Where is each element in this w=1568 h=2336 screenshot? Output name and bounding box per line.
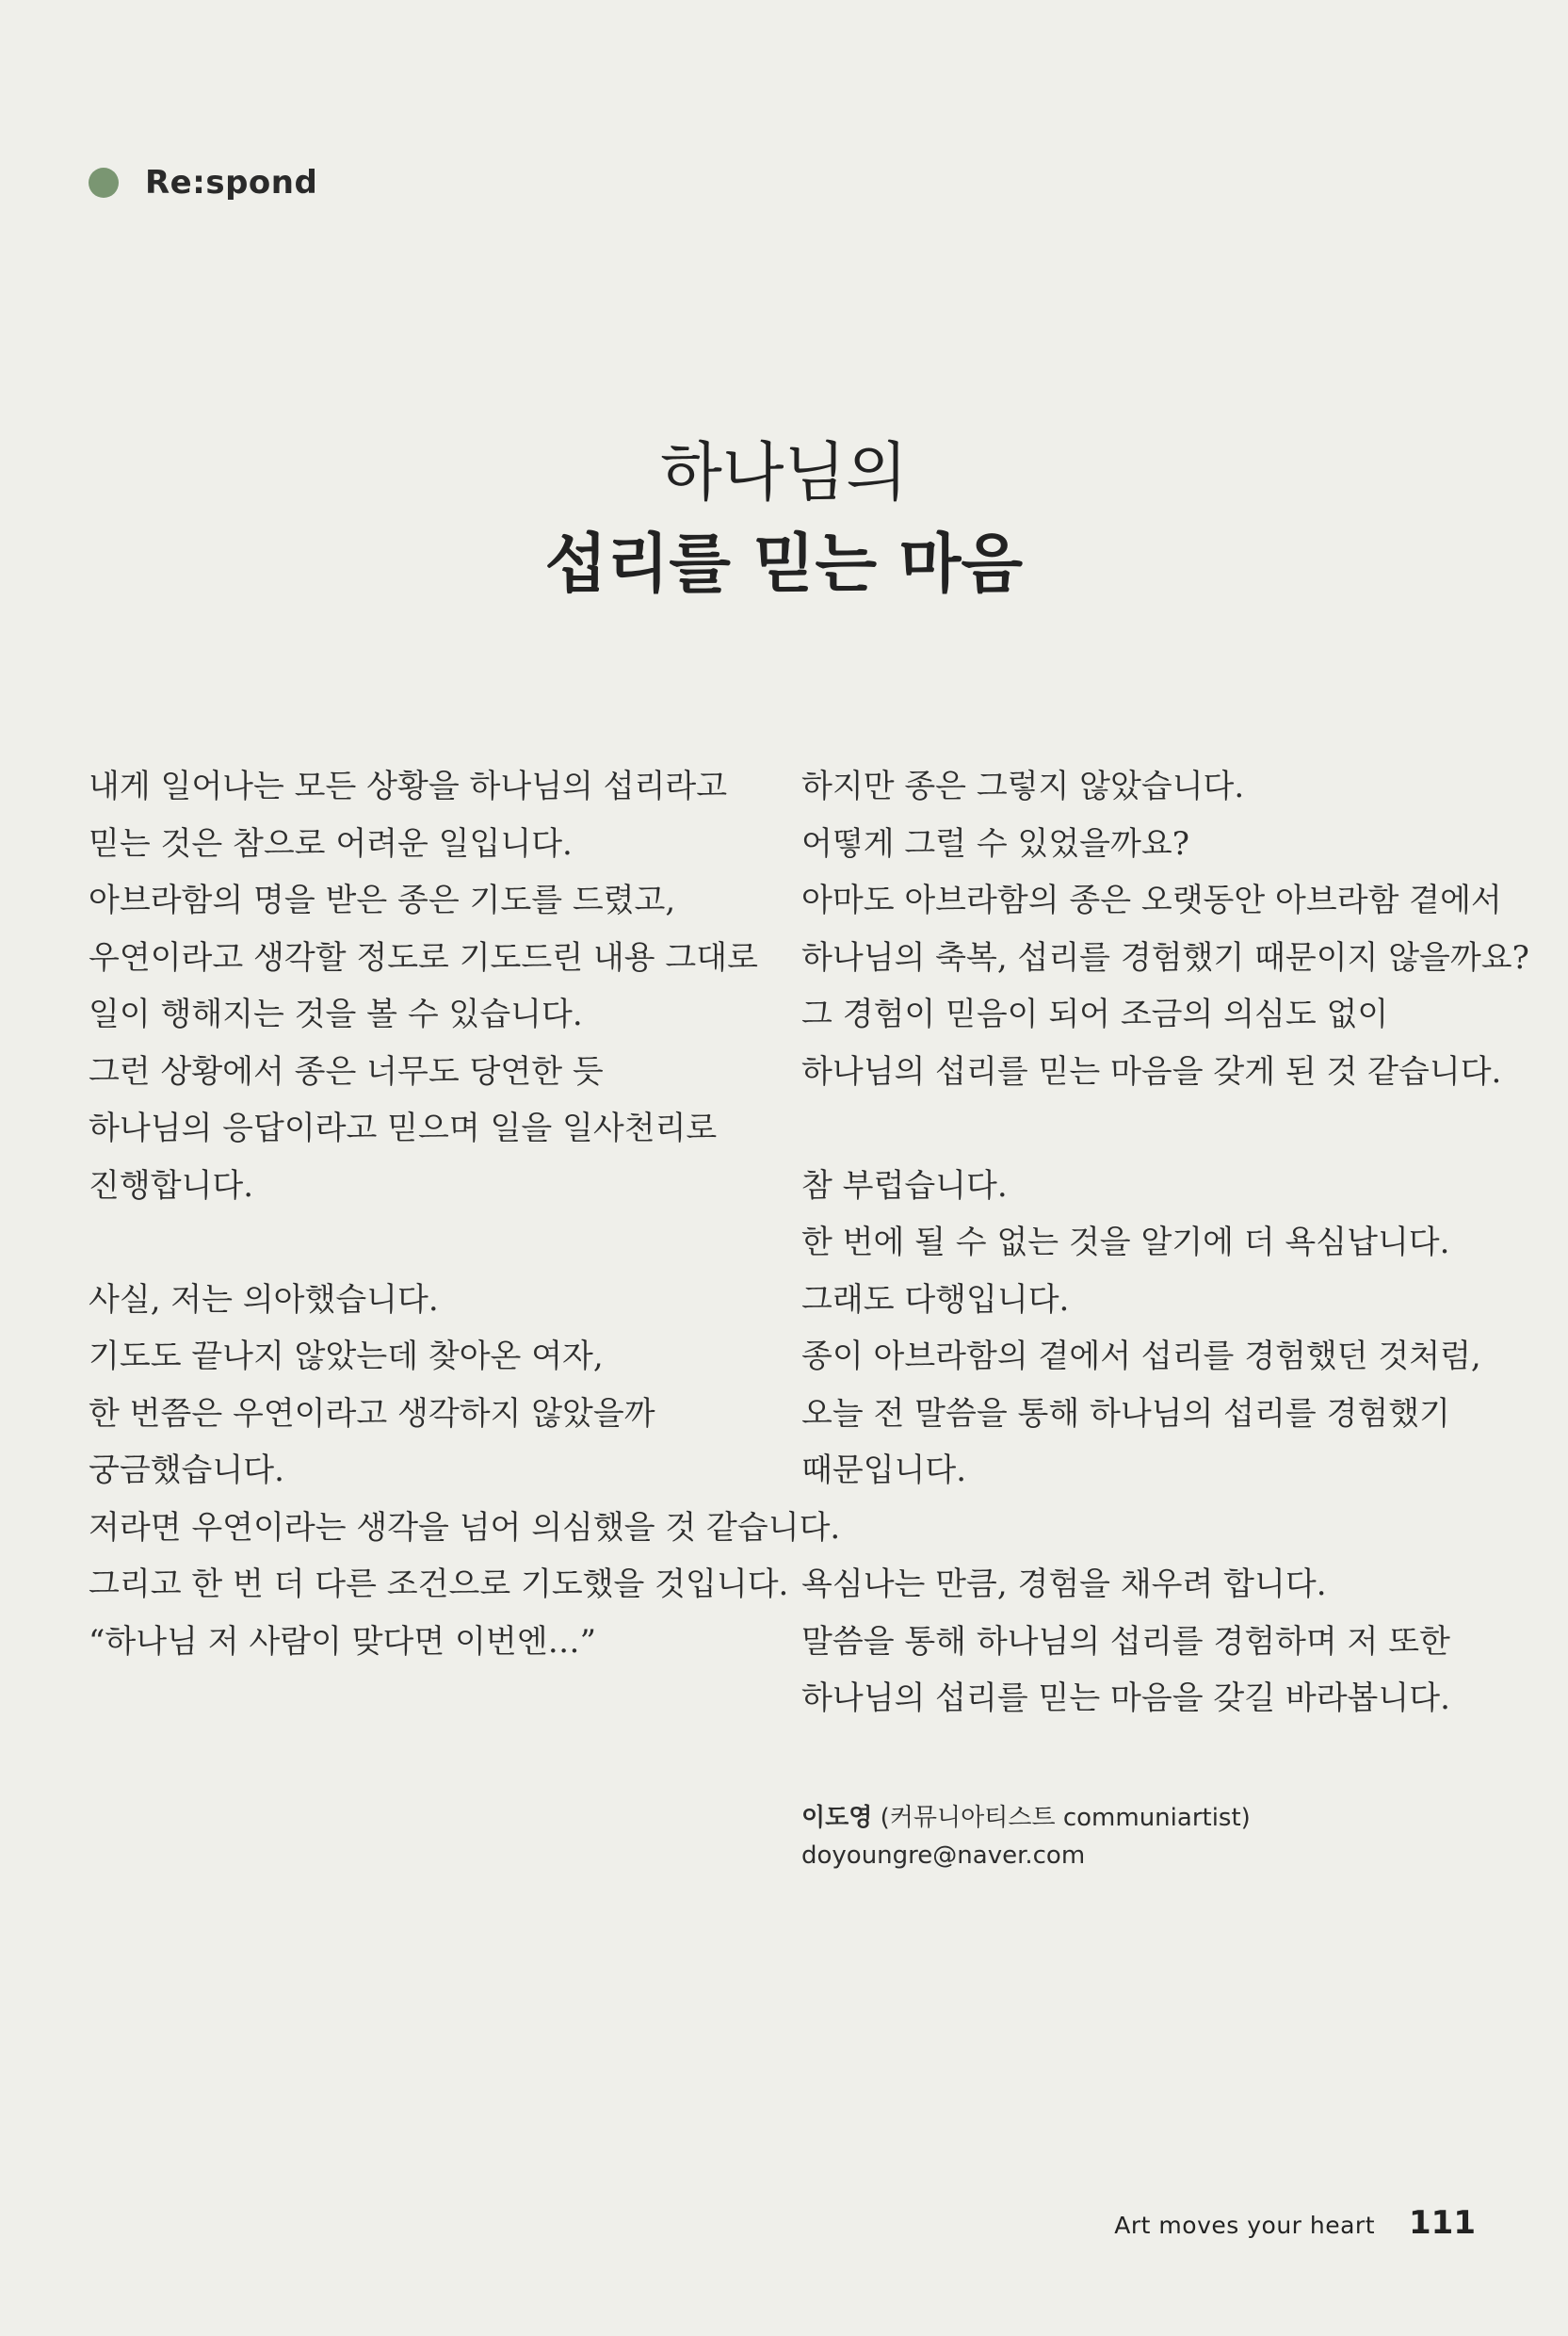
title-line-2: 섭리를 믿는 마음 [544, 527, 1024, 602]
text-line: 우연이라고 생각할 정도로 기도드린 내용 그대로 [89, 938, 758, 977]
text-line: 내게 일어나는 모든 상황을 하나님의 섭리라고 [89, 768, 728, 805]
text-line: 그 경험이 믿음이 되어 조금의 의심도 없이 [801, 996, 1389, 1033]
text-line: 한 번에 될 수 없는 것을 알기에 더 욕심납니다. [801, 1224, 1450, 1261]
text-line: 하나님의 섭리를 믿는 마음을 갖게 된 것 같습니다. [801, 1052, 1502, 1091]
text-line: 말씀을 통해 하나님의 섭리를 경험하며 저 또한 [801, 1622, 1450, 1661]
right-paragraph [801, 1158, 1479, 1500]
right-paragraph [801, 1556, 1479, 1728]
text-line: 저라면 우연이라는 생각을 넘어 의심했을 것 같습니다. [89, 1508, 841, 1547]
text-line: 진행합니다. [89, 1166, 254, 1205]
title-line-1: 하나님의 [660, 436, 908, 511]
section-tag [89, 164, 317, 202]
section-label: Re:spond [145, 164, 318, 202]
text-line: “하나님 저 사람이 맞다면 이번엔…” [89, 1622, 596, 1661]
text-line: 아마도 아브라함의 종은 오랫동안 아브라함 곁에서 [801, 882, 1502, 919]
text-line: 참 부럽습니다. [801, 1166, 1008, 1205]
page-footer [1114, 2204, 1476, 2242]
text-line: 어떻게 그럴 수 있었을까요? [801, 824, 1189, 863]
section-dot-icon [89, 168, 119, 198]
text-line: 욕심나는 만큼, 경험을 채우려 합니다. [801, 1565, 1327, 1603]
text-line: 아브라함의 명을 받은 종은 기도를 드렸고, [89, 882, 676, 919]
text-line: 하나님의 축복, 섭리를 경험했기 때문이지 않을까요? [801, 938, 1529, 977]
author-line [801, 1799, 1251, 1837]
text-line: 기도도 끝나지 않았는데 찾아온 여자, [89, 1338, 604, 1375]
text-line: 궁금했습니다. [89, 1452, 284, 1489]
text-line: 그런 상황에서 종은 너무도 당연한 듯 [89, 1052, 604, 1091]
text-line: 그리고 한 번 더 다른 조건으로 기도했을 것입니다. [89, 1565, 789, 1603]
text-line: 하나님의 응답이라고 믿으며 일을 일사천리로 [89, 1110, 718, 1147]
text-line: 때문입니다. [801, 1452, 967, 1489]
text-line: 믿는 것은 참으로 어려운 일입니다. [89, 824, 573, 863]
author-name: 이도영 [801, 1804, 873, 1832]
text-line: 하지만 종은 그렇지 않았습니다. [801, 768, 1245, 805]
right-column [801, 758, 1529, 1728]
text-line: 일이 행해지는 것을 볼 수 있습니다. [89, 996, 583, 1033]
text-line: 오늘 전 말씀을 통해 하나님의 섭리를 경험했기 [801, 1394, 1450, 1433]
text-line: 종이 아브라함의 곁에서 섭리를 경험했던 것처럼, [801, 1338, 1481, 1375]
text-line: 그래도 다행입니다. [801, 1280, 1070, 1319]
page-number: 111 [1409, 2204, 1476, 2242]
text-line: 사실, 저는 의아했습니다. [89, 1280, 439, 1319]
left-paragraph [89, 1272, 841, 1671]
left-column [89, 758, 841, 1670]
author-email: doyoungre@naver.com [801, 1841, 1086, 1870]
author-role: (커뮤니아티스트 communiartist) [880, 1804, 1251, 1832]
text-line: 한 번쯤은 우연이라고 생각하지 않았을까 [89, 1394, 655, 1433]
left-paragraph [89, 758, 758, 1214]
text-line: 하나님의 섭리를 믿는 마음을 갖길 바라봅니다. [801, 1679, 1450, 1717]
footer-slogan: Art moves your heart [1114, 2212, 1376, 2239]
author-credit [801, 1799, 1251, 1874]
article-title [0, 429, 1568, 609]
right-paragraph [801, 758, 1529, 1100]
